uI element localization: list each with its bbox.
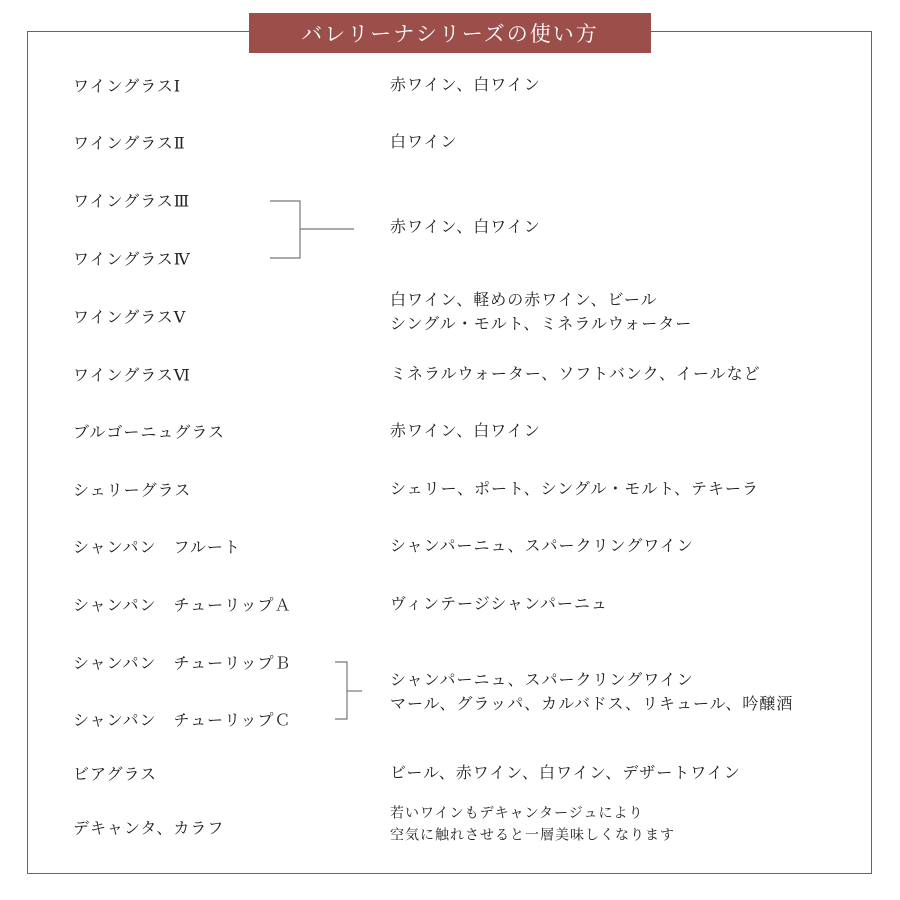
glass-use-6: ミネラルウォーター、ソフトバンク、イールなど [390,364,761,383]
glass-use-2: 白ワイン [390,132,458,151]
glass-use-14: 若いワインもデキャンタージュにより 空気に触れさせると一層美味しくなります [390,805,675,843]
glass-use-13: ビール、赤ワイン、白ワイン、デザートワイン [390,763,741,782]
glass-use-1: 赤ワイン、白ワイン [390,75,541,94]
glass-name-10: シャンパン チューリップＡ [73,595,292,615]
glass-use-5: 白ワイン、軽めの赤ワイン、ビール シングル・モルト、ミネラルウォーター [390,290,693,333]
glass-use-7: 赤ワイン、白ワイン [390,421,541,440]
glass-name-14: デキャンタ、カラフ [73,818,225,838]
glass-name-6: ワイングラスⅥ [73,365,191,385]
bracket-wine-3-4 [270,201,354,258]
bracket-tulip-b-c [335,662,362,719]
glass-name-3: ワイングラスⅢ [73,191,191,211]
glass-use-8: シェリー、ポート、シングル・モルト、テキーラ [390,479,759,498]
glass-name-8: シェリーグラス [73,480,192,500]
glass-name-4: ワイングラスⅣ [73,249,191,269]
glass-name-11: シャンパン チューリップＢ [73,653,292,673]
group-use-1: 赤ワイン、白ワイン [390,217,541,236]
group-use-2: シャンパーニュ、スパークリングワイン マール、グラッパ、カルバドス、リキュール、吟醸酒 [390,670,794,713]
page-title: バレリーナシリーズの使い方 [249,13,651,53]
glass-use-9: シャンパーニュ、スパークリングワイン [390,536,694,555]
glass-name-13: ビアグラス [73,764,158,784]
glass-name-1: ワイングラスⅠ [73,76,182,96]
glass-name-5: ワイングラスⅤ [73,307,187,327]
glass-name-12: シャンパン チューリップＣ [73,710,292,730]
glass-name-9: シャンパン フルート [73,537,241,557]
glass-name-7: ブルゴーニュグラス [73,422,225,442]
glass-name-2: ワイングラスⅡ [73,133,186,153]
glass-use-10: ヴィンテージシャンパーニュ [390,594,608,613]
